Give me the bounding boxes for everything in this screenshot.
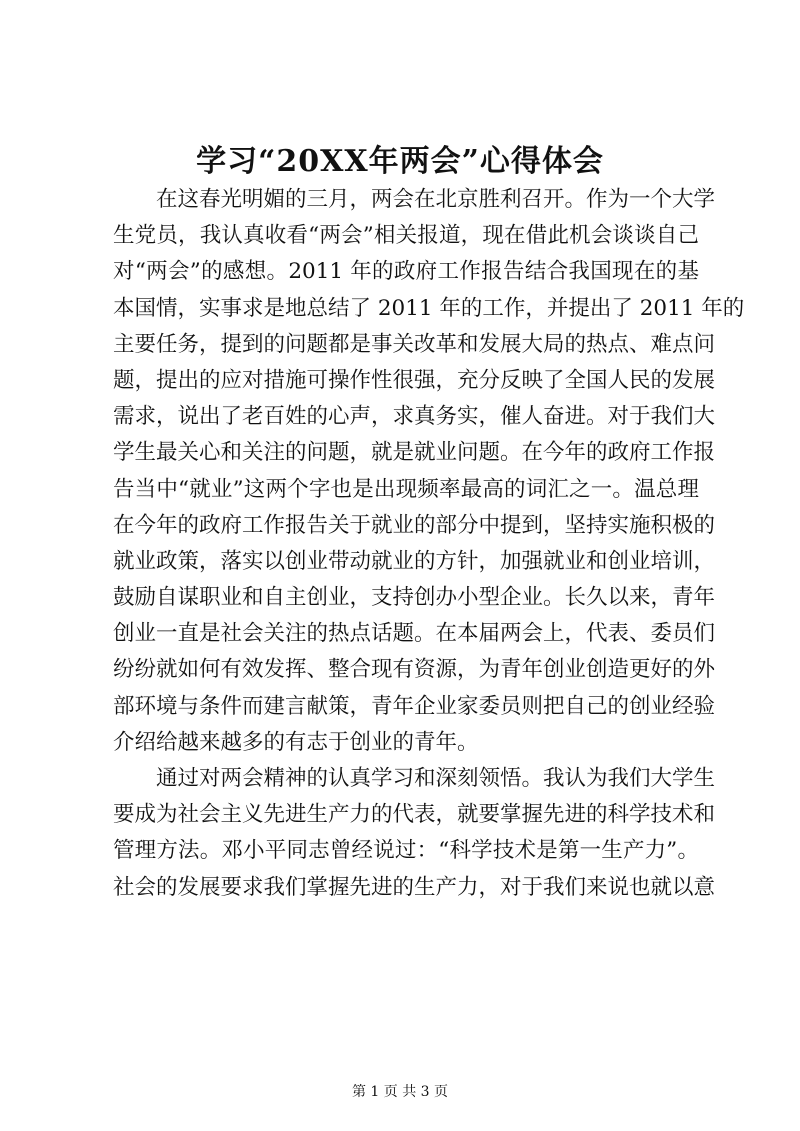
text-line: 部环境与条件而建言献策，青年企业家委员则把自己的创业经验 [113, 693, 716, 719]
text-line: 生党员，我认真收看“两会”相关报道，现在借此机会谈谈自己 [113, 223, 699, 249]
text-line: 学生最关心和关注的问题，就是就业问题。在今年的政府工作报 [113, 440, 716, 466]
text-line: 需求，说出了老百姓的心声，求真务实，催人奋进。对于我们大 [113, 404, 716, 430]
text-line: 创业一直是社会关注的热点话题。在本届两会上，代表、委员们 [113, 621, 716, 647]
text-line: 社会的发展要求我们掌握先进的生产力，对于我们来说也就以意 [113, 874, 716, 900]
text-line: 告当中“就业”这两个字也是出现频率最高的词汇之一。温总理 [113, 476, 699, 502]
text-line: 鼓励自谋职业和自主创业，支持创办小型企业。长久以来，青年 [113, 585, 716, 611]
text-line: 本国情，实事求是地总结了 2011 年的工作，并提出了 2011 年的 [113, 295, 745, 321]
text-line: 在这春光明媚的三月，两会在北京胜利召开。作为一个大学 [156, 187, 716, 212]
text-line: 题，提出的应对措施可操作性很强，充分反映了全国人民的发展 [113, 367, 716, 393]
text-line: 纷纷就如何有效发挥、整合现有资源，为青年创业创造更好的外 [113, 657, 716, 683]
text-line: 对“两会”的感想。2011 年的政府工作报告结合我国现在的基 [113, 259, 699, 285]
text-line: 主要任务，提到的问题都是事关改革和发展大局的热点、难点问 [113, 331, 716, 357]
text-line: 就业政策，落实以创业带动就业的方针，加强就业和创业培训， [113, 548, 716, 574]
text-line: 通过对两会精神的认真学习和深刻领悟。我认为我们大学生 [156, 766, 716, 791]
paragraph-1 [113, 182, 745, 761]
page-footer: 第 1 页 共 3 页 [351, 1084, 449, 1100]
text-line: 管理方法。邓小平同志曾经说过：“科学技术是第一生产力”。 [113, 838, 699, 864]
document-title: 学习“20XX年两会”心得体会 [196, 144, 604, 179]
text-line: 要成为社会主义先进生产力的代表，就要掌握先进的科学技术和 [113, 802, 716, 828]
text-line: 介绍给越来越多的有志于创业的青年。 [113, 729, 479, 755]
document-body [113, 182, 745, 906]
text-line: 在今年的政府工作报告关于就业的部分中提到，坚持实施积极的 [113, 512, 716, 538]
paragraph-2 [113, 761, 716, 906]
